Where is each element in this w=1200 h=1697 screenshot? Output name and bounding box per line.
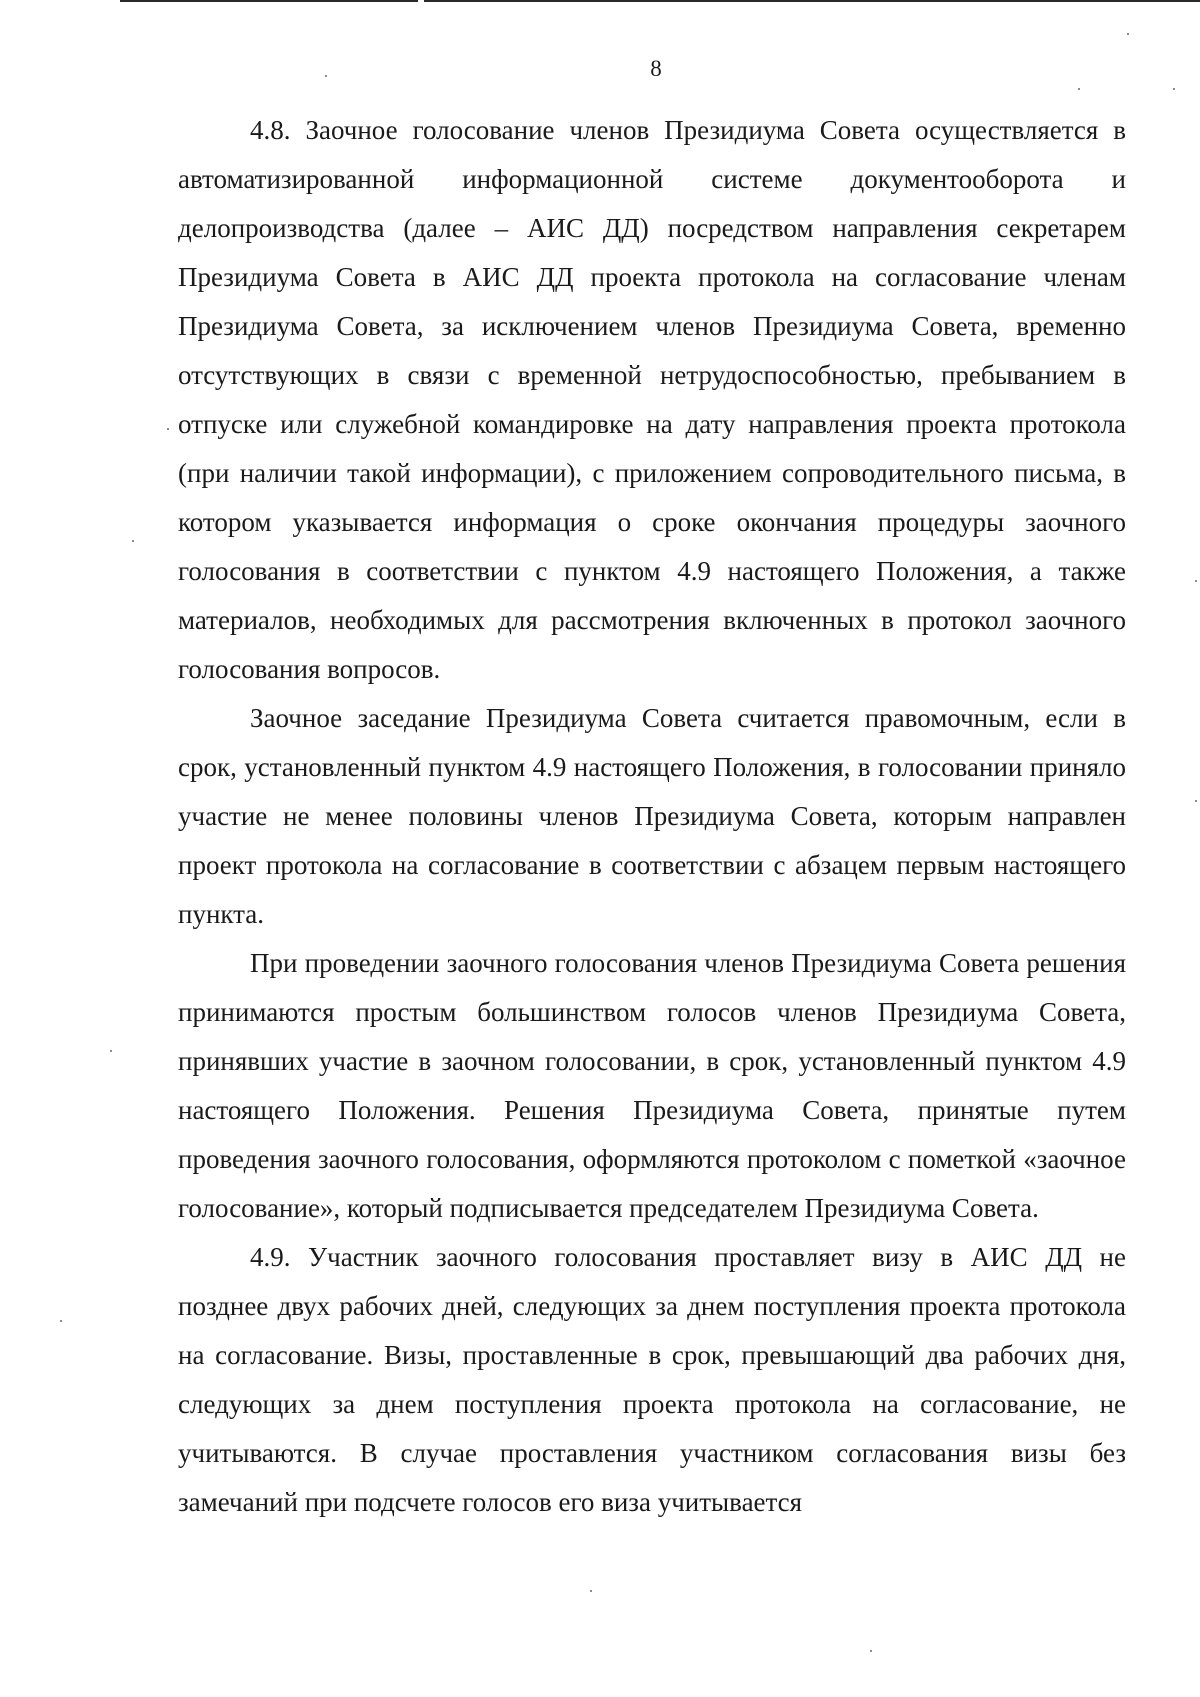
document-body bbox=[178, 106, 1126, 1527]
paragraph-quorum: Заочное заседание Президиума Совета считается правомочным, если в срок, установленный пунктом 4.9 настоящего Положения, в голосовании приняло участие не менее половины членов Президиума Совета, которым направлен проект протокола на согласование в соответствии с абзацем первым настоящего пункта. bbox=[178, 703, 1126, 929]
paragraph-4-8: 4.8. Заочное голосование членов Президиума Совета осуществляется в автоматизированной информационной системе документооборота и делопроизводства (далее – АИС ДД) посредством направления секретарем Президиума Совета в АИС ДД проекта протокола на согласование членам Президиума Совета, за исключением членов Президиума Совета, временно отсутствующих в связи с временной нетрудоспособностью, пребыванием в отпуске или служебной командировке на дату направления проекта протокола (при наличии такой информации), с приложением сопроводительного письма, в котором указывается информация о сроке окончания процедуры заочного голосования в соответствии с пунктом 4.9 настоящего Положения, а также материалов, необходимых для рассмотрения включенных в протокол заочного голосования вопросов. bbox=[178, 115, 1126, 684]
scan-speck bbox=[1195, 580, 1197, 582]
scan-speck bbox=[325, 75, 327, 77]
scan-speck bbox=[1078, 88, 1080, 90]
top-border-gap bbox=[418, 0, 424, 2]
top-border-line bbox=[120, 0, 1200, 2]
scan-speck bbox=[1195, 800, 1197, 802]
scan-speck bbox=[110, 1050, 112, 1052]
scan-speck bbox=[60, 1320, 62, 1322]
scan-speck bbox=[590, 1590, 592, 1592]
scan-speck bbox=[1127, 33, 1129, 35]
paragraph-decisions: При проведении заочного голосования членов Президиума Совета решения принимаются простым большинством голосов членов Президиума Совета, принявших участие в заочном голосовании, в срок, установленный пунктом 4.9 настоящего Положения. Решения Президиума Совета, принятые путем проведения заочного голосования, оформляются протоколом с пометкой «заочное голосование», который подписывается председателем Президиума Совета. bbox=[178, 948, 1126, 1223]
scan-speck bbox=[132, 540, 134, 542]
paragraph-4-9: 4.9. Участник заочного голосования проставляет визу в АИС ДД не позднее двух рабочих дней, следующих за днем поступления проекта протокола на согласование. Визы, проставленные в срок, превышающий два рабочих дня, следующих за днем поступления проекта протокола на согласование, не учитываются. В случае проставления участником согласования визы без замечаний при подсчете голосов его виза учитывается bbox=[178, 1242, 1126, 1517]
scan-speck bbox=[1173, 88, 1175, 90]
scan-speck bbox=[870, 1650, 872, 1652]
page-number: 8 bbox=[650, 56, 662, 81]
scan-speck bbox=[167, 428, 169, 430]
